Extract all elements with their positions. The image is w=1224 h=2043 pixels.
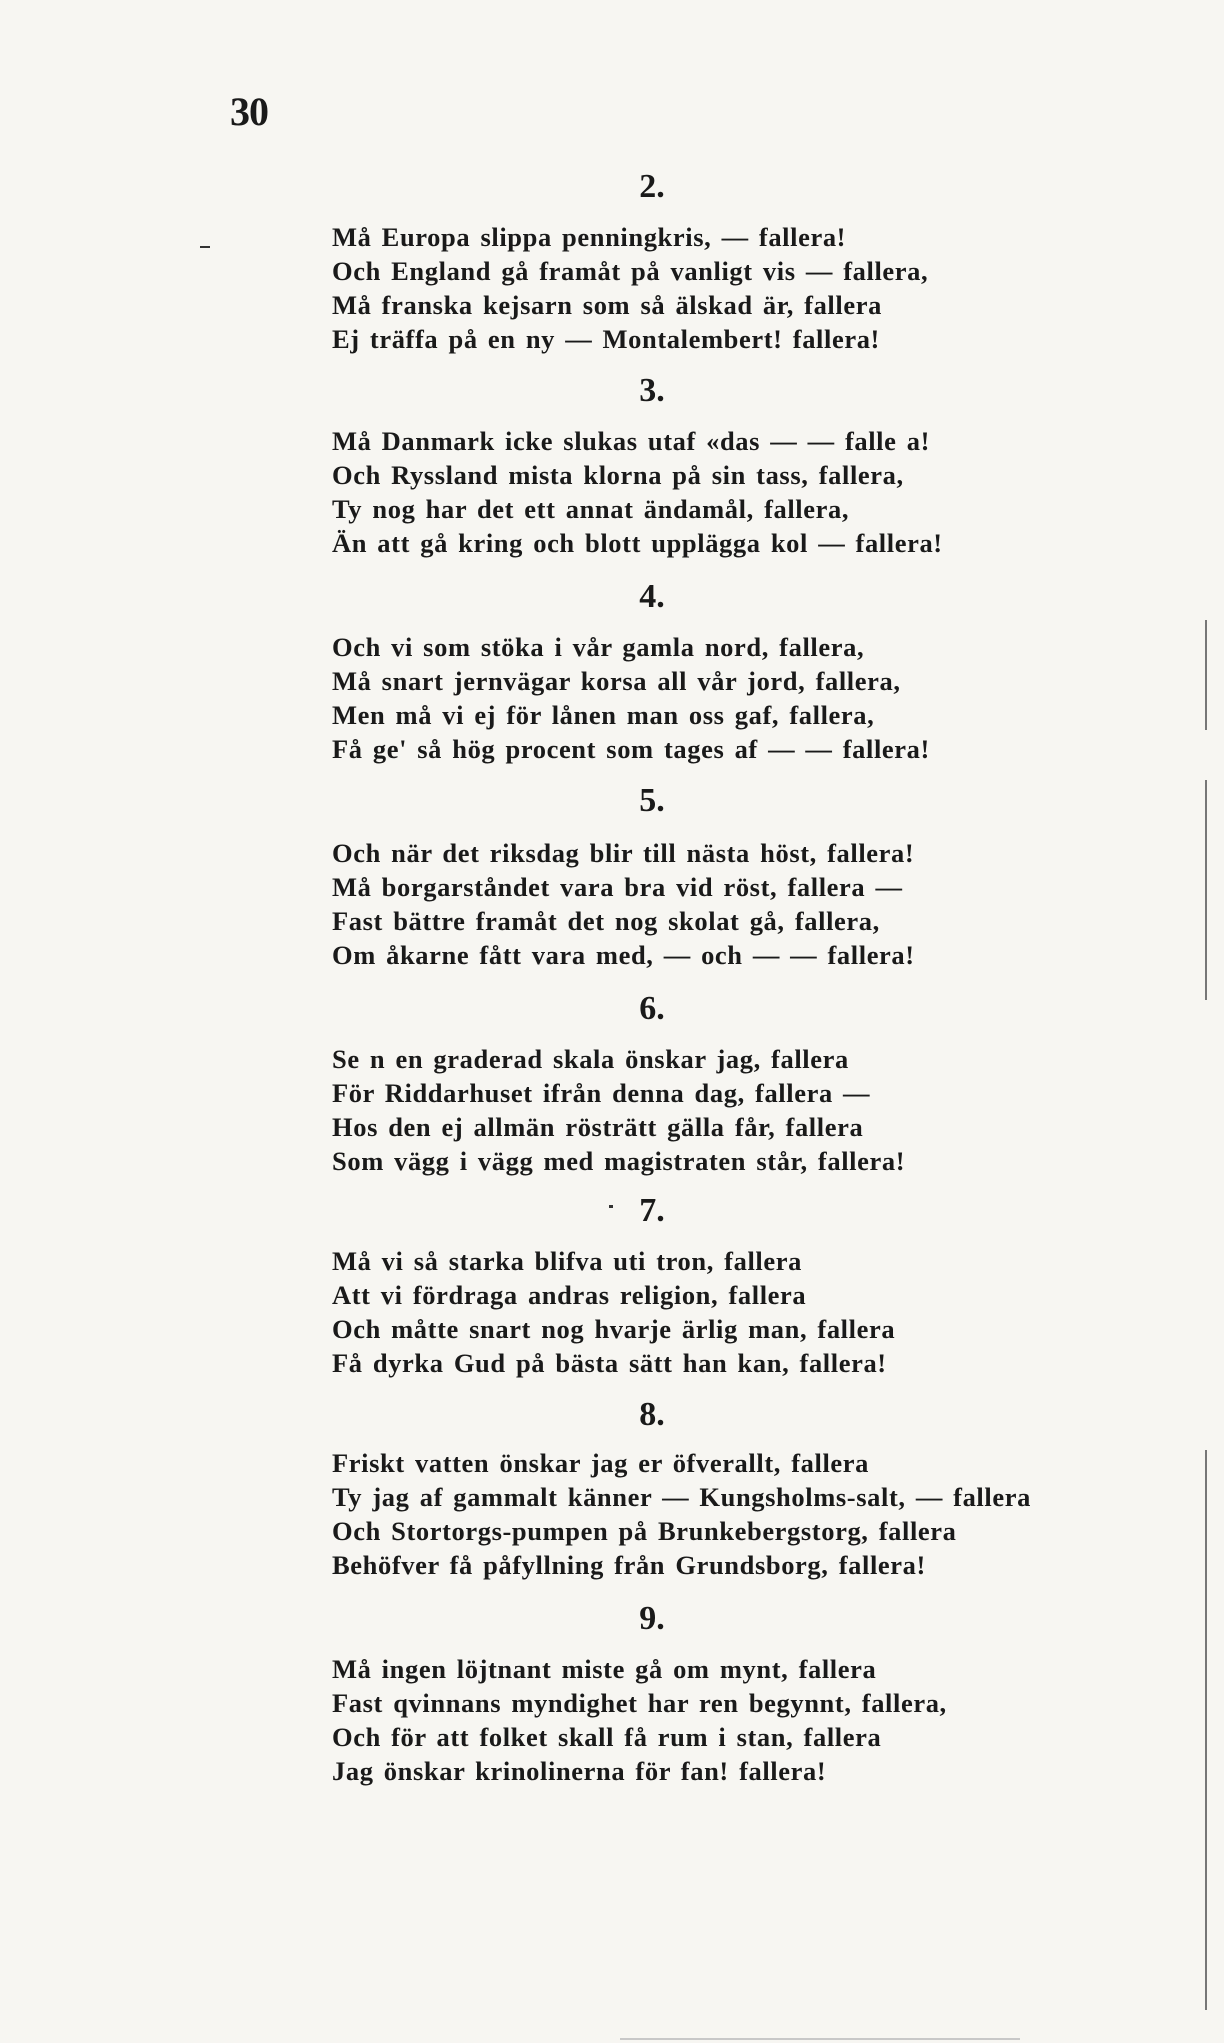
verse-line: Jag önskar krinolinerna för fan! fallera! — [332, 1756, 827, 1786]
verse-line: Och England gå framåt på vanligt vis — fallera, — [332, 256, 929, 286]
verse-line: Fast bättre framåt det nog skolat gå, fallera, — [332, 906, 880, 936]
verse-line: Ty jag af gammalt känner — Kungsholms-salt, — fallera — [332, 1482, 1031, 1512]
page-edge-rule — [1205, 620, 1207, 730]
verse-line: Få ge' så hög procent som tages af — — fallera! — [332, 734, 930, 764]
verse-line: Och när det riksdag blir till nästa höst, fallera! — [332, 838, 915, 868]
verse-line: Må vi så starka blifva uti tron, fallera — [332, 1246, 802, 1276]
verse-line: Och Stortorgs-pumpen på Brunkebergstorg, fallera — [332, 1516, 957, 1546]
page-number: 30 — [230, 89, 268, 134]
verse-line: Men må vi ej för lånen man oss gaf, fallera, — [332, 700, 875, 730]
stanza-number: 3. — [639, 372, 665, 409]
verse-line: Och vi som stöka i vår gamla nord, fallera, — [332, 632, 865, 662]
verse-line: Och måtte snart nog hvarje ärlig man, fallera — [332, 1314, 896, 1344]
verse-line: Må Europa slippa penningkris, — fallera! — [332, 222, 847, 252]
stanza-number: 9. — [639, 1600, 665, 1637]
stanza-number: 6. — [639, 990, 665, 1027]
verse-line: Må franska kejsarn som så älskad är, fallera — [332, 290, 882, 320]
stanza-number: 7. — [639, 1192, 665, 1229]
verse-line: Må Danmark icke slukas utaf «das — — falle a! — [332, 426, 931, 456]
verse-line: Än att gå kring och blott upplägga kol — fallera! — [332, 528, 943, 558]
verse-line: Och Ryssland mista klorna på sin tass, fallera, — [332, 460, 904, 490]
stanza-number: 4. — [639, 578, 665, 615]
stray-dash-mark — [200, 246, 210, 248]
verse-line: Må borgarståndet vara bra vid röst, fallera — — [332, 872, 903, 902]
stanza-number: 5. — [639, 782, 665, 819]
verse-line: Må ingen löjtnant miste gå om mynt, fallera — [332, 1654, 877, 1684]
verse-line: Och för att folket skall få rum i stan, fallera — [332, 1722, 882, 1752]
verse-line: Se n en graderad skala önskar jag, fallera — [332, 1044, 849, 1074]
bottom-smudge — [620, 2038, 1020, 2040]
stanza-number: 2. — [639, 168, 665, 205]
verse-line: Som vägg i vägg med magistraten står, fallera! — [332, 1146, 906, 1176]
verse-line: Att vi fördraga andras religion, fallera — [332, 1280, 807, 1310]
page-edge-rule — [1205, 1450, 1207, 2010]
verse-line: Må snart jernvägar korsa all vår jord, fallera, — [332, 666, 901, 696]
verse-line: Om åkarne fått vara med, — och — — fallera! — [332, 940, 915, 970]
verse-line: Fast qvinnans myndighet har ren begynnt, fallera, — [332, 1688, 947, 1718]
verse-line: Få dyrka Gud på bästa sätt han kan, fallera! — [332, 1348, 887, 1378]
verse-line: För Riddarhuset ifrån denna dag, fallera — — [332, 1078, 871, 1108]
verse-line: Friskt vatten önskar jag er öfverallt, fallera — [332, 1448, 869, 1478]
verse-line: Behöfver få påfyllning från Grundsborg, fallera! — [332, 1550, 926, 1580]
verse-line: Hos den ej allmän rösträtt gälla får, fallera — [332, 1112, 864, 1142]
verse-line: Ty nog har det ett annat ändamål, fallera, — [332, 494, 850, 524]
stanza-number: 8. — [639, 1396, 665, 1433]
verse-line: Ej träffa på en ny — Montalembert! fallera! — [332, 324, 880, 354]
